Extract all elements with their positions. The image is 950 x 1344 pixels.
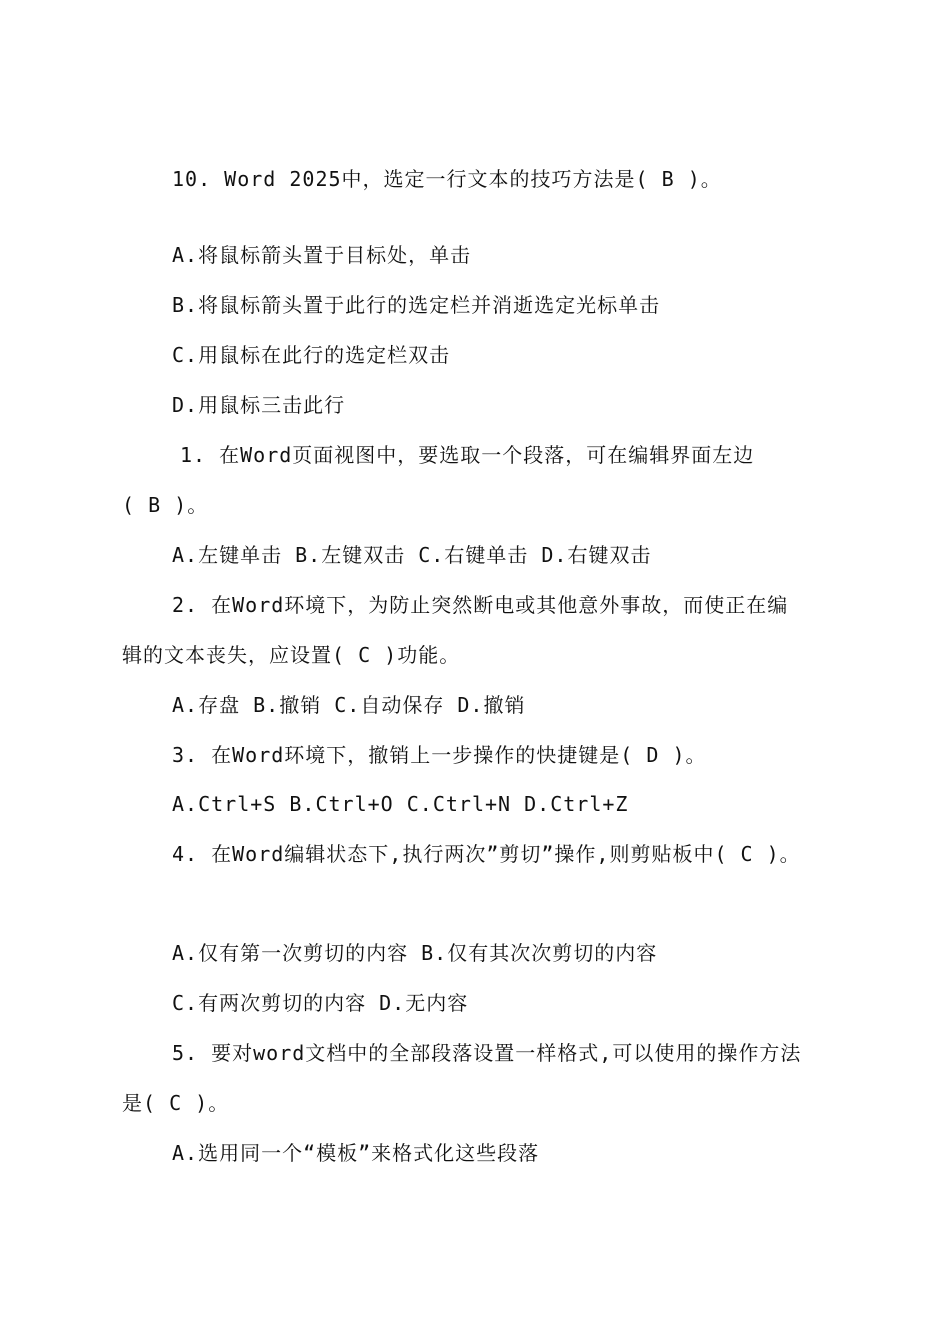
question-10-option-a: A.将鼠标箭头置于目标处，单击 xyxy=(172,243,472,267)
question-5-option-a: A.选用同一个“模板”来格式化这些段落 xyxy=(172,1141,540,1165)
question-10-option-d: D.用鼠标三击此行 xyxy=(172,393,346,417)
question-2-continued: 辑的文本丧失，应设置( C )功能。 xyxy=(122,643,461,667)
question-5-continued: 是( C )。 xyxy=(122,1091,230,1115)
question-10: 10. Word 2025中，选定一行文本的技巧方法是( B )。 xyxy=(172,167,722,191)
question-10-option-c: C.用鼠标在此行的选定栏双击 xyxy=(172,343,451,367)
question-10-option-b: B.将鼠标箭头置于此行的选定栏并消逝选定光标单击 xyxy=(172,293,661,317)
question-1: 1. 在Word页面视图中，要选取一个段落，可在编辑界面左边 xyxy=(180,443,755,467)
question-4-options-cd: C.有两次剪切的内容 D.无内容 xyxy=(172,991,469,1015)
question-4: 4. 在Word编辑状态下,执行两次”剪切”操作,则剪贴板中( C )。 xyxy=(172,842,801,866)
question-1-options: A.左键单击 B.左键双击 C.右键单击 D.右键双击 xyxy=(172,543,652,567)
question-1-continued: ( B )。 xyxy=(122,493,209,517)
question-3: 3. 在Word环境下，撤销上一步操作的快捷键是( D )。 xyxy=(172,743,707,767)
question-4-options-ab: A.仅有第一次剪切的内容 B.仅有其次次剪切的内容 xyxy=(172,941,658,965)
question-2-options: A.存盘 B.撤销 C.自动保存 D.撤销 xyxy=(172,693,526,717)
question-3-options: A.Ctrl+S B.Ctrl+O C.Ctrl+N D.Ctrl+Z xyxy=(172,792,629,816)
question-5: 5. 要对word文档中的全部段落设置一样格式,可以使用的操作方法 xyxy=(172,1041,802,1065)
question-2: 2. 在Word环境下，为防止突然断电或其他意外事故，而使正在编 xyxy=(172,593,789,617)
